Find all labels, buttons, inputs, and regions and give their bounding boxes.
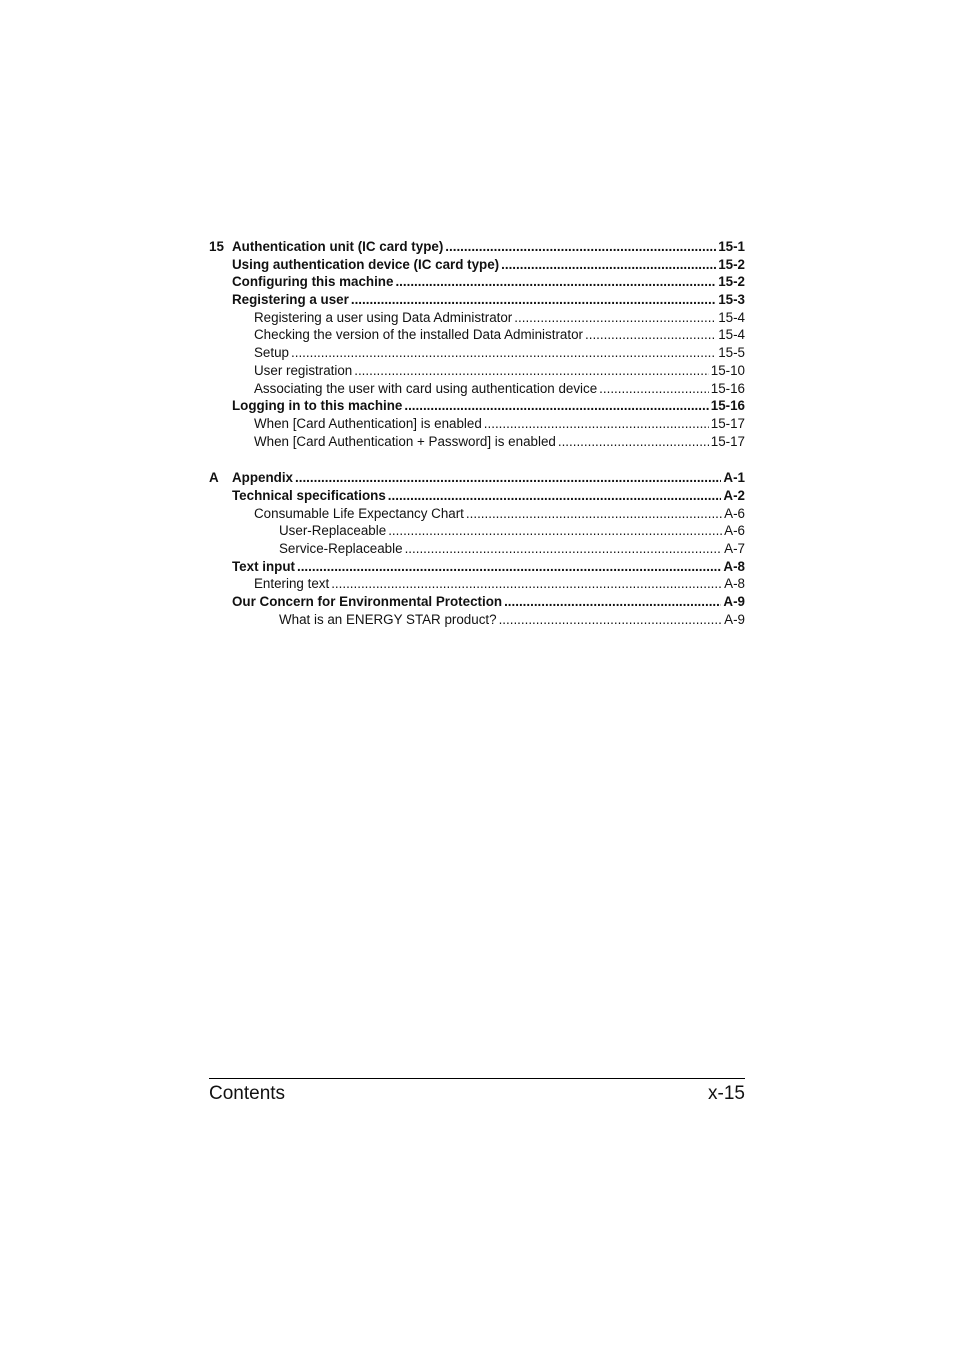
toc-page-number: 15-17 — [710, 415, 745, 431]
toc-page-number: A-6 — [724, 505, 745, 521]
toc-page-number: A-2 — [723, 487, 745, 503]
toc-subentry-row[interactable] — [209, 575, 745, 593]
toc-heading-row[interactable] — [209, 273, 745, 291]
toc-entry-title: Entering text — [254, 576, 330, 592]
toc-page-number: A-8 — [723, 558, 745, 574]
toc-heading-row[interactable] — [209, 487, 745, 505]
dot-leader — [388, 522, 722, 540]
dot-leader — [501, 256, 716, 274]
toc-entry — [232, 273, 745, 291]
toc-page-number: A-1 — [723, 470, 745, 486]
dot-leader — [297, 558, 721, 576]
toc-subentry-row[interactable] — [209, 380, 745, 398]
toc-entry-title: Consumable Life Expectancy Chart — [254, 505, 464, 521]
toc-page-number: A-9 — [723, 594, 745, 610]
dot-leader — [388, 487, 722, 505]
toc-heading-row[interactable] — [209, 397, 745, 415]
toc-entry-title: Configuring this machine — [232, 274, 394, 290]
toc-subentry-row[interactable] — [209, 415, 745, 433]
toc-entry-title: User-Replaceable — [279, 523, 387, 539]
toc-entry — [254, 309, 745, 327]
toc-entry-title: Appendix — [232, 470, 294, 486]
toc-entry-title: Registering a user — [232, 292, 349, 308]
toc-entry — [254, 362, 745, 380]
toc-entry-title: Using authentication device (IC card type) — [232, 256, 500, 272]
footer-title: Contents — [209, 1083, 286, 1104]
toc-entry — [254, 380, 745, 398]
toc-page-number: 15-17 — [710, 433, 745, 449]
dot-leader — [504, 593, 721, 611]
toc-entry-title: Checking the version of the installed Data Administrator — [254, 327, 583, 343]
toc-entry-title: Text input — [232, 558, 295, 574]
toc-subentry-row[interactable] — [209, 611, 745, 629]
toc-entry — [232, 487, 745, 505]
toc-entry-title: Service-Replaceable — [279, 541, 403, 556]
table-of-contents — [209, 238, 745, 628]
toc-entry-title: When [Card Authentication + Password] is enabled — [254, 433, 556, 449]
toc-subentry-row[interactable] — [209, 309, 745, 327]
toc-heading-row[interactable] — [209, 291, 745, 309]
toc-subentry-row[interactable] — [209, 344, 745, 362]
dot-leader — [514, 309, 716, 327]
toc-entry-title: Setup — [254, 345, 289, 361]
toc-entry — [232, 397, 745, 415]
toc-page-number: 15-16 — [710, 398, 745, 414]
toc-page-number: 15-2 — [718, 256, 745, 272]
toc-page-number: 15-10 — [710, 362, 745, 378]
toc-entry-title: Logging in to this machine — [232, 398, 403, 414]
dot-leader — [291, 344, 716, 362]
dot-leader — [405, 540, 723, 558]
toc-entry — [232, 593, 745, 611]
toc-page-number: 15-2 — [718, 274, 745, 290]
toc-page-number: A-9 — [724, 611, 745, 627]
toc-page-number: 15-4 — [718, 309, 745, 325]
toc-entry — [279, 522, 745, 540]
toc-entry — [279, 540, 745, 558]
toc-entry — [254, 433, 745, 451]
toc-entry — [279, 611, 745, 629]
toc-entry — [254, 505, 745, 523]
dot-leader — [466, 505, 722, 523]
toc-page-number: 15-4 — [718, 327, 745, 343]
section-gap — [209, 450, 745, 469]
toc-subentry-row[interactable] — [209, 326, 745, 344]
page-footer — [209, 1078, 745, 1104]
toc-page-number: 15-5 — [718, 345, 745, 361]
toc-page-number: 15-1 — [718, 239, 745, 254]
dot-leader — [499, 611, 723, 629]
dot-leader — [585, 326, 716, 344]
toc-entry — [254, 344, 745, 362]
dot-leader — [295, 469, 721, 487]
toc-heading-row[interactable] — [209, 558, 745, 576]
dot-leader — [404, 397, 708, 415]
toc-entry — [254, 415, 745, 433]
toc-entry — [232, 238, 745, 256]
toc-page-number: 15-3 — [718, 292, 745, 308]
toc-page-number: A-7 — [724, 541, 745, 556]
footer-page-number: x-15 — [708, 1083, 745, 1104]
toc-entry — [232, 558, 745, 576]
toc-subentry-row[interactable] — [209, 522, 745, 540]
toc-entry — [254, 575, 745, 593]
toc-section-number: 15 — [209, 239, 224, 254]
toc-heading-row[interactable] — [209, 593, 745, 611]
toc-subentry-row[interactable] — [209, 540, 745, 558]
dot-leader — [351, 291, 716, 309]
dot-leader — [331, 575, 722, 593]
toc-entry — [232, 469, 745, 487]
toc-entry — [232, 291, 745, 309]
toc-entry-title: When [Card Authentication] is enabled — [254, 415, 482, 431]
toc-entry-title: What is an ENERGY STAR product? — [279, 611, 497, 627]
toc-entry — [254, 326, 745, 344]
dot-leader — [395, 273, 716, 291]
dot-leader — [558, 433, 709, 451]
toc-heading-row[interactable] — [209, 238, 745, 256]
toc-page-number: 15-16 — [710, 380, 745, 396]
dot-leader — [445, 238, 716, 256]
toc-page-number: A-6 — [724, 523, 745, 539]
dot-leader — [484, 415, 709, 433]
toc-heading-row[interactable] — [209, 469, 745, 487]
toc-entry-title: Associating the user with card using authentication device — [254, 380, 598, 396]
toc-subentry-row[interactable] — [209, 505, 745, 523]
dot-leader — [354, 362, 709, 380]
dot-leader — [599, 380, 709, 398]
toc-page-number: A-8 — [724, 576, 745, 592]
toc-section-number: A — [209, 470, 219, 486]
toc-entry-title: User registration — [254, 362, 353, 378]
toc-subentry-row[interactable] — [209, 433, 745, 451]
toc-subentry-row[interactable] — [209, 362, 745, 380]
toc-entry — [232, 256, 745, 274]
toc-entry-title: Our Concern for Environmental Protection — [232, 594, 503, 610]
toc-entry-title: Technical specifications — [232, 487, 386, 503]
toc-entry-title: Authentication unit (IC card type) — [232, 239, 444, 254]
toc-heading-row[interactable] — [209, 256, 745, 274]
toc-entry-title: Registering a user using Data Administrator — [254, 309, 513, 325]
